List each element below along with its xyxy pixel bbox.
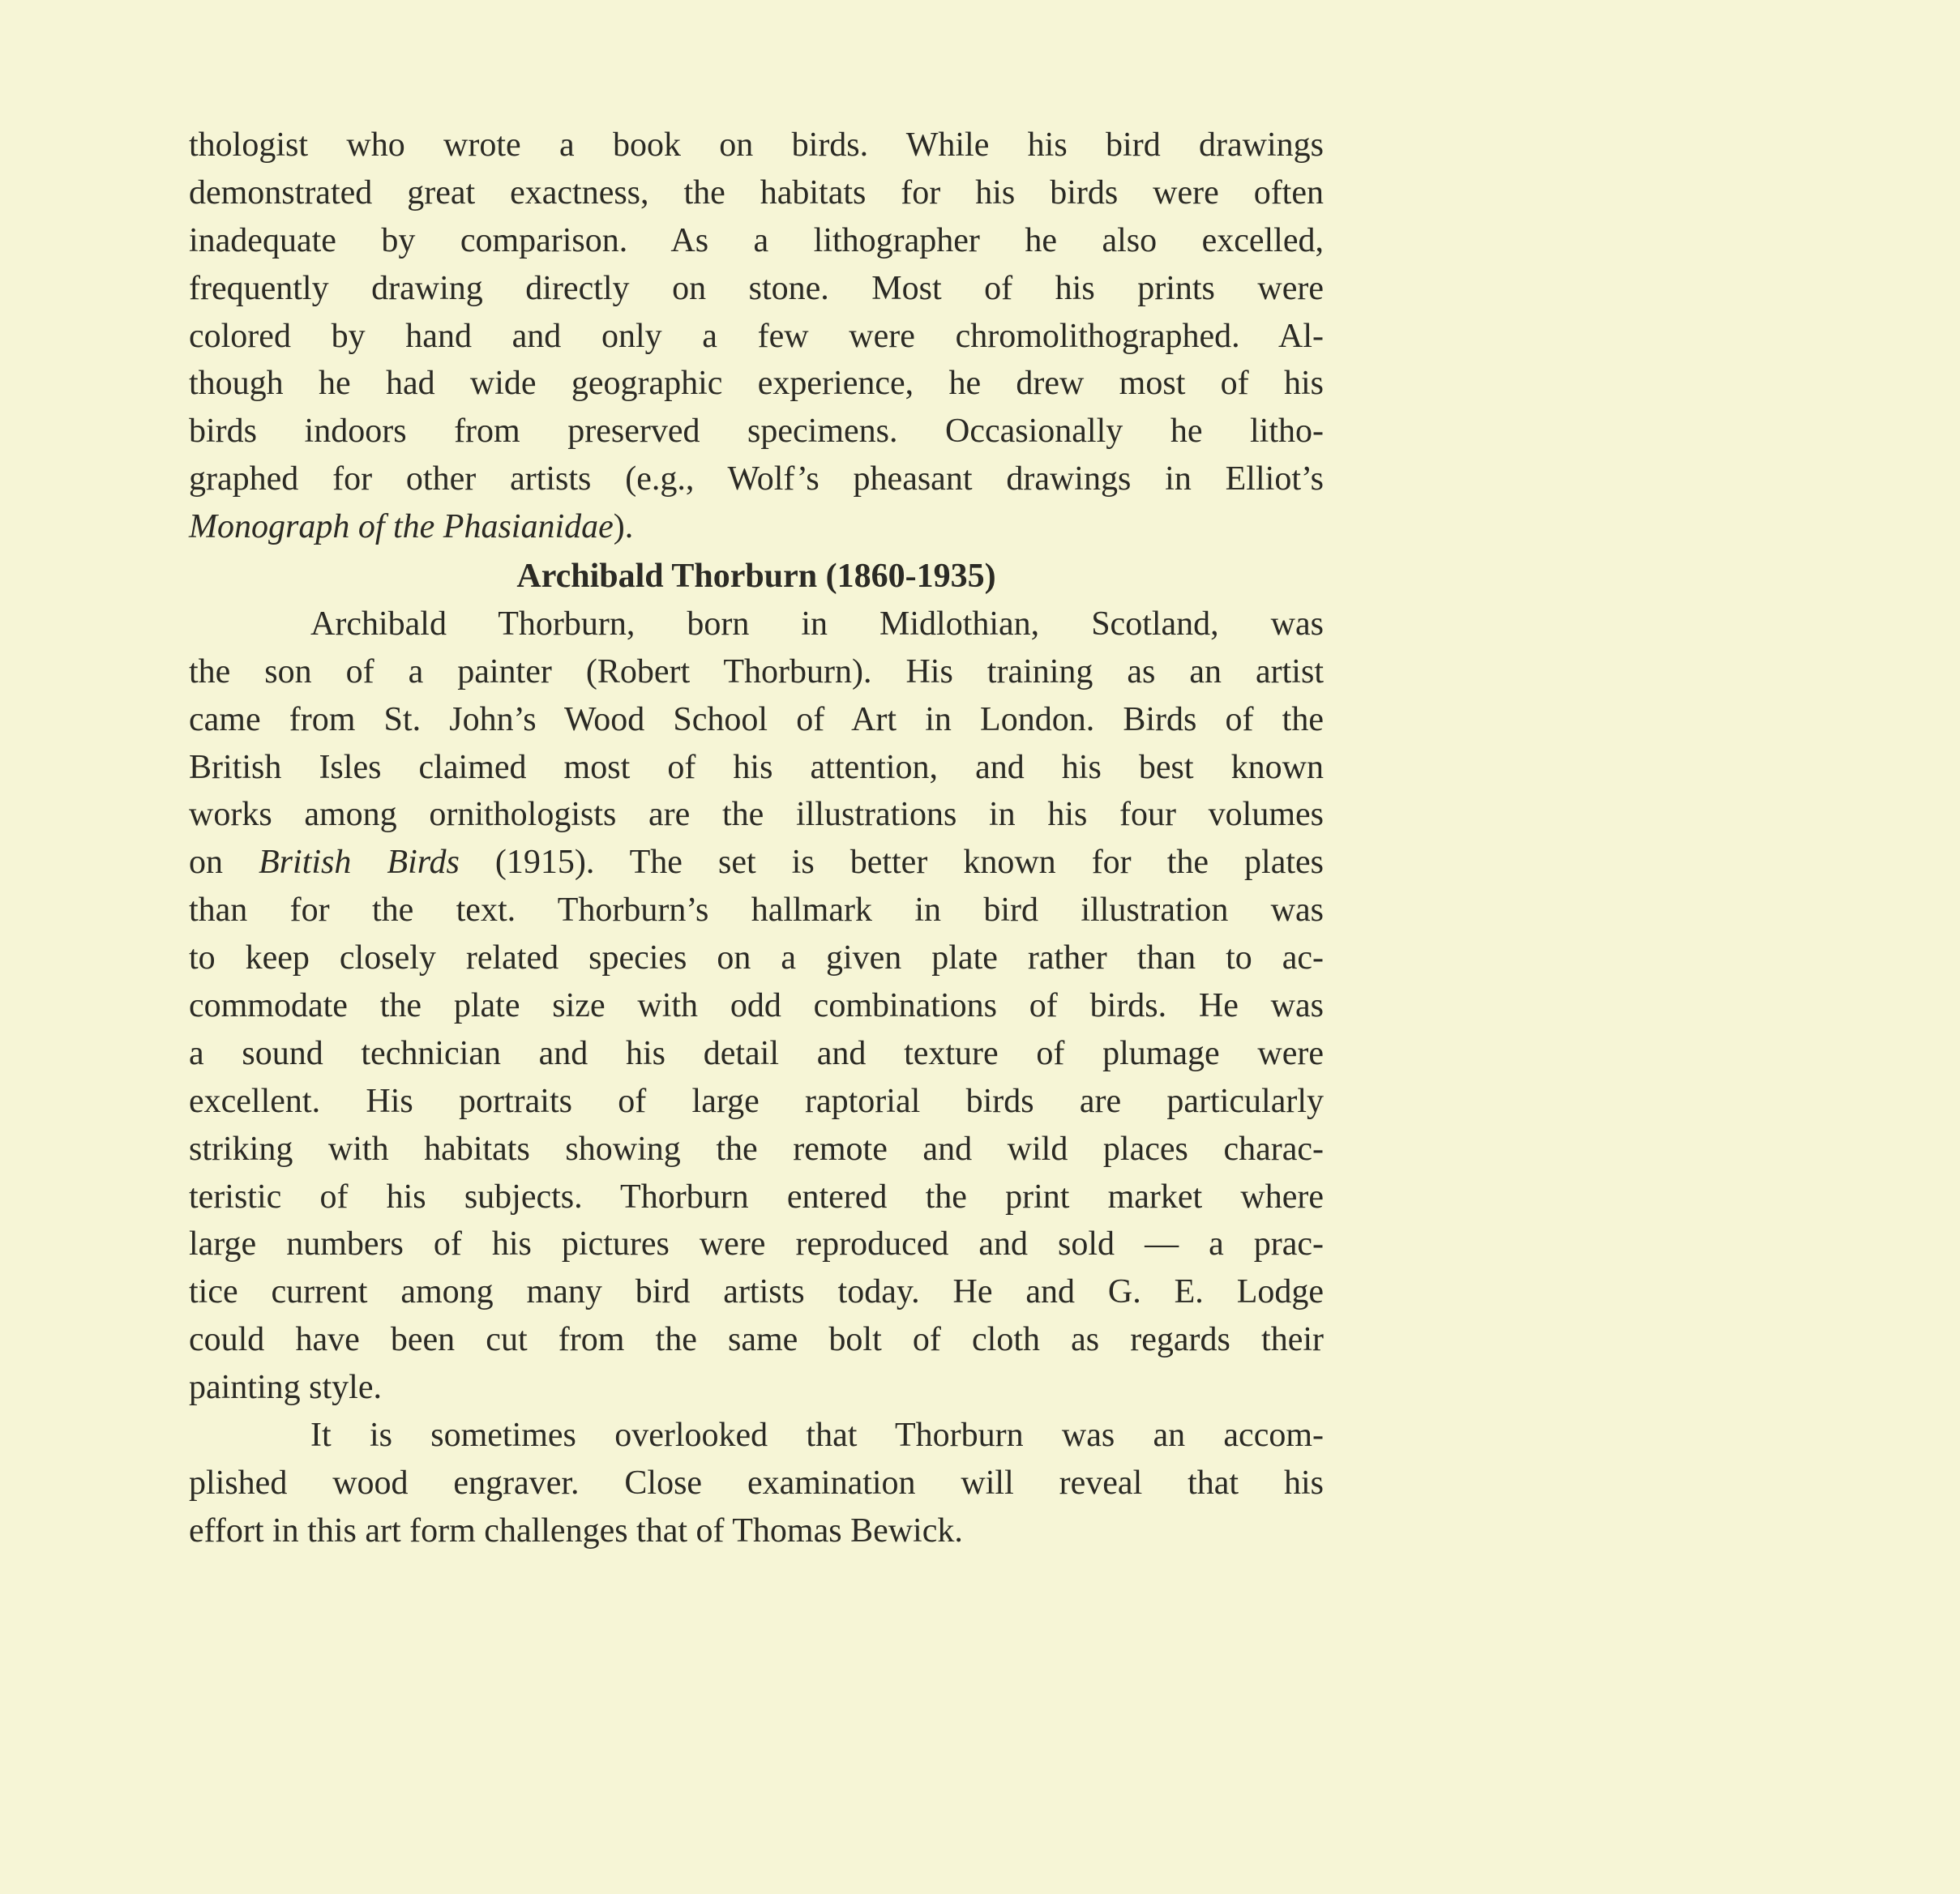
paragraph-line: colored by hand and only a few were chromolithographed. Al- xyxy=(189,317,1324,355)
paragraph-line: large numbers of his pictures were reproduced and sold — a prac- xyxy=(189,1225,1324,1263)
paragraph-line: teristic of his subjects. Thorburn entered the print market where xyxy=(189,1178,1324,1216)
paragraph-line: though he had wide geographic experience, he drew most of his xyxy=(189,365,1324,403)
paragraph-line: painting style. xyxy=(189,1369,382,1407)
book-title-italic: Monograph of the Phasianidae xyxy=(189,508,614,546)
paragraph-line: It is sometimes overlooked that Thorburn was an accom- xyxy=(310,1417,1324,1455)
paragraph-line: works among ornithologists are the illustrations in his four volumes xyxy=(189,796,1324,834)
paragraph-line: graphed for other artists (e.g., Wolf’s pheasant drawings in Elliot’s xyxy=(189,460,1324,498)
text-fragment: (1915). The set is better known for the plates xyxy=(459,844,1324,882)
paragraph-line: demonstrated great exactness, the habitats for his birds were often xyxy=(189,173,1324,212)
paragraph-line: excellent. His portraits of large raptorial birds are particularly xyxy=(189,1082,1324,1120)
paragraph-line: could have been cut from the same bolt of cloth as regards their xyxy=(189,1321,1324,1359)
section-heading: Archibald Thorburn (1860-1935) xyxy=(516,558,996,596)
paragraph-line: plished wood engraver. Close examination will reveal that his xyxy=(189,1464,1324,1502)
text-fragment: ). xyxy=(613,508,634,546)
paragraph-line: to keep closely related species on a given plate rather than to ac- xyxy=(189,939,1324,977)
paragraph-line: than for the text. Thorburn’s hallmark in bird illustration was xyxy=(189,891,1324,930)
paragraph-line: Archibald Thorburn, born in Midlothian, Scotland, was xyxy=(310,605,1324,643)
paragraph-line: commodate the plate size with odd combinations of birds. He was xyxy=(189,987,1324,1025)
paragraph-line: a sound technician and his detail and texture of plumage were xyxy=(189,1034,1324,1072)
paragraph-line: striking with habitats showing the remote and wild places charac- xyxy=(189,1130,1324,1168)
paragraph-line: frequently drawing directly on stone. Most of his prints were xyxy=(189,269,1324,307)
paragraph-line: inadequate by comparison. As a lithographer he also excelled, xyxy=(189,221,1324,259)
paragraph-line: came from St. John’s Wood School of Art in London. Birds of the xyxy=(189,700,1324,738)
paragraph-line: British Isles claimed most of his attention, and his best known xyxy=(189,748,1324,786)
text-fragment: on xyxy=(189,844,259,882)
paragraph-line xyxy=(189,503,1324,551)
paragraph-line xyxy=(189,839,1324,887)
page-text xyxy=(189,122,1324,1555)
paragraph-line: birds indoors from preserved specimens. Occasionally he litho- xyxy=(189,413,1324,451)
book-title-italic: British Birds xyxy=(259,844,460,882)
paragraph-line: effort in this art form challenges that of Thomas Bewick. xyxy=(189,1511,963,1550)
paragraph-line: thologist who wrote a book on birds. While his bird drawings xyxy=(189,126,1324,164)
paragraph-line: the son of a painter (Robert Thorburn). His training as an artist xyxy=(189,652,1324,690)
paragraph-line: tice current among many bird artists today. He and G. E. Lodge xyxy=(189,1273,1324,1311)
